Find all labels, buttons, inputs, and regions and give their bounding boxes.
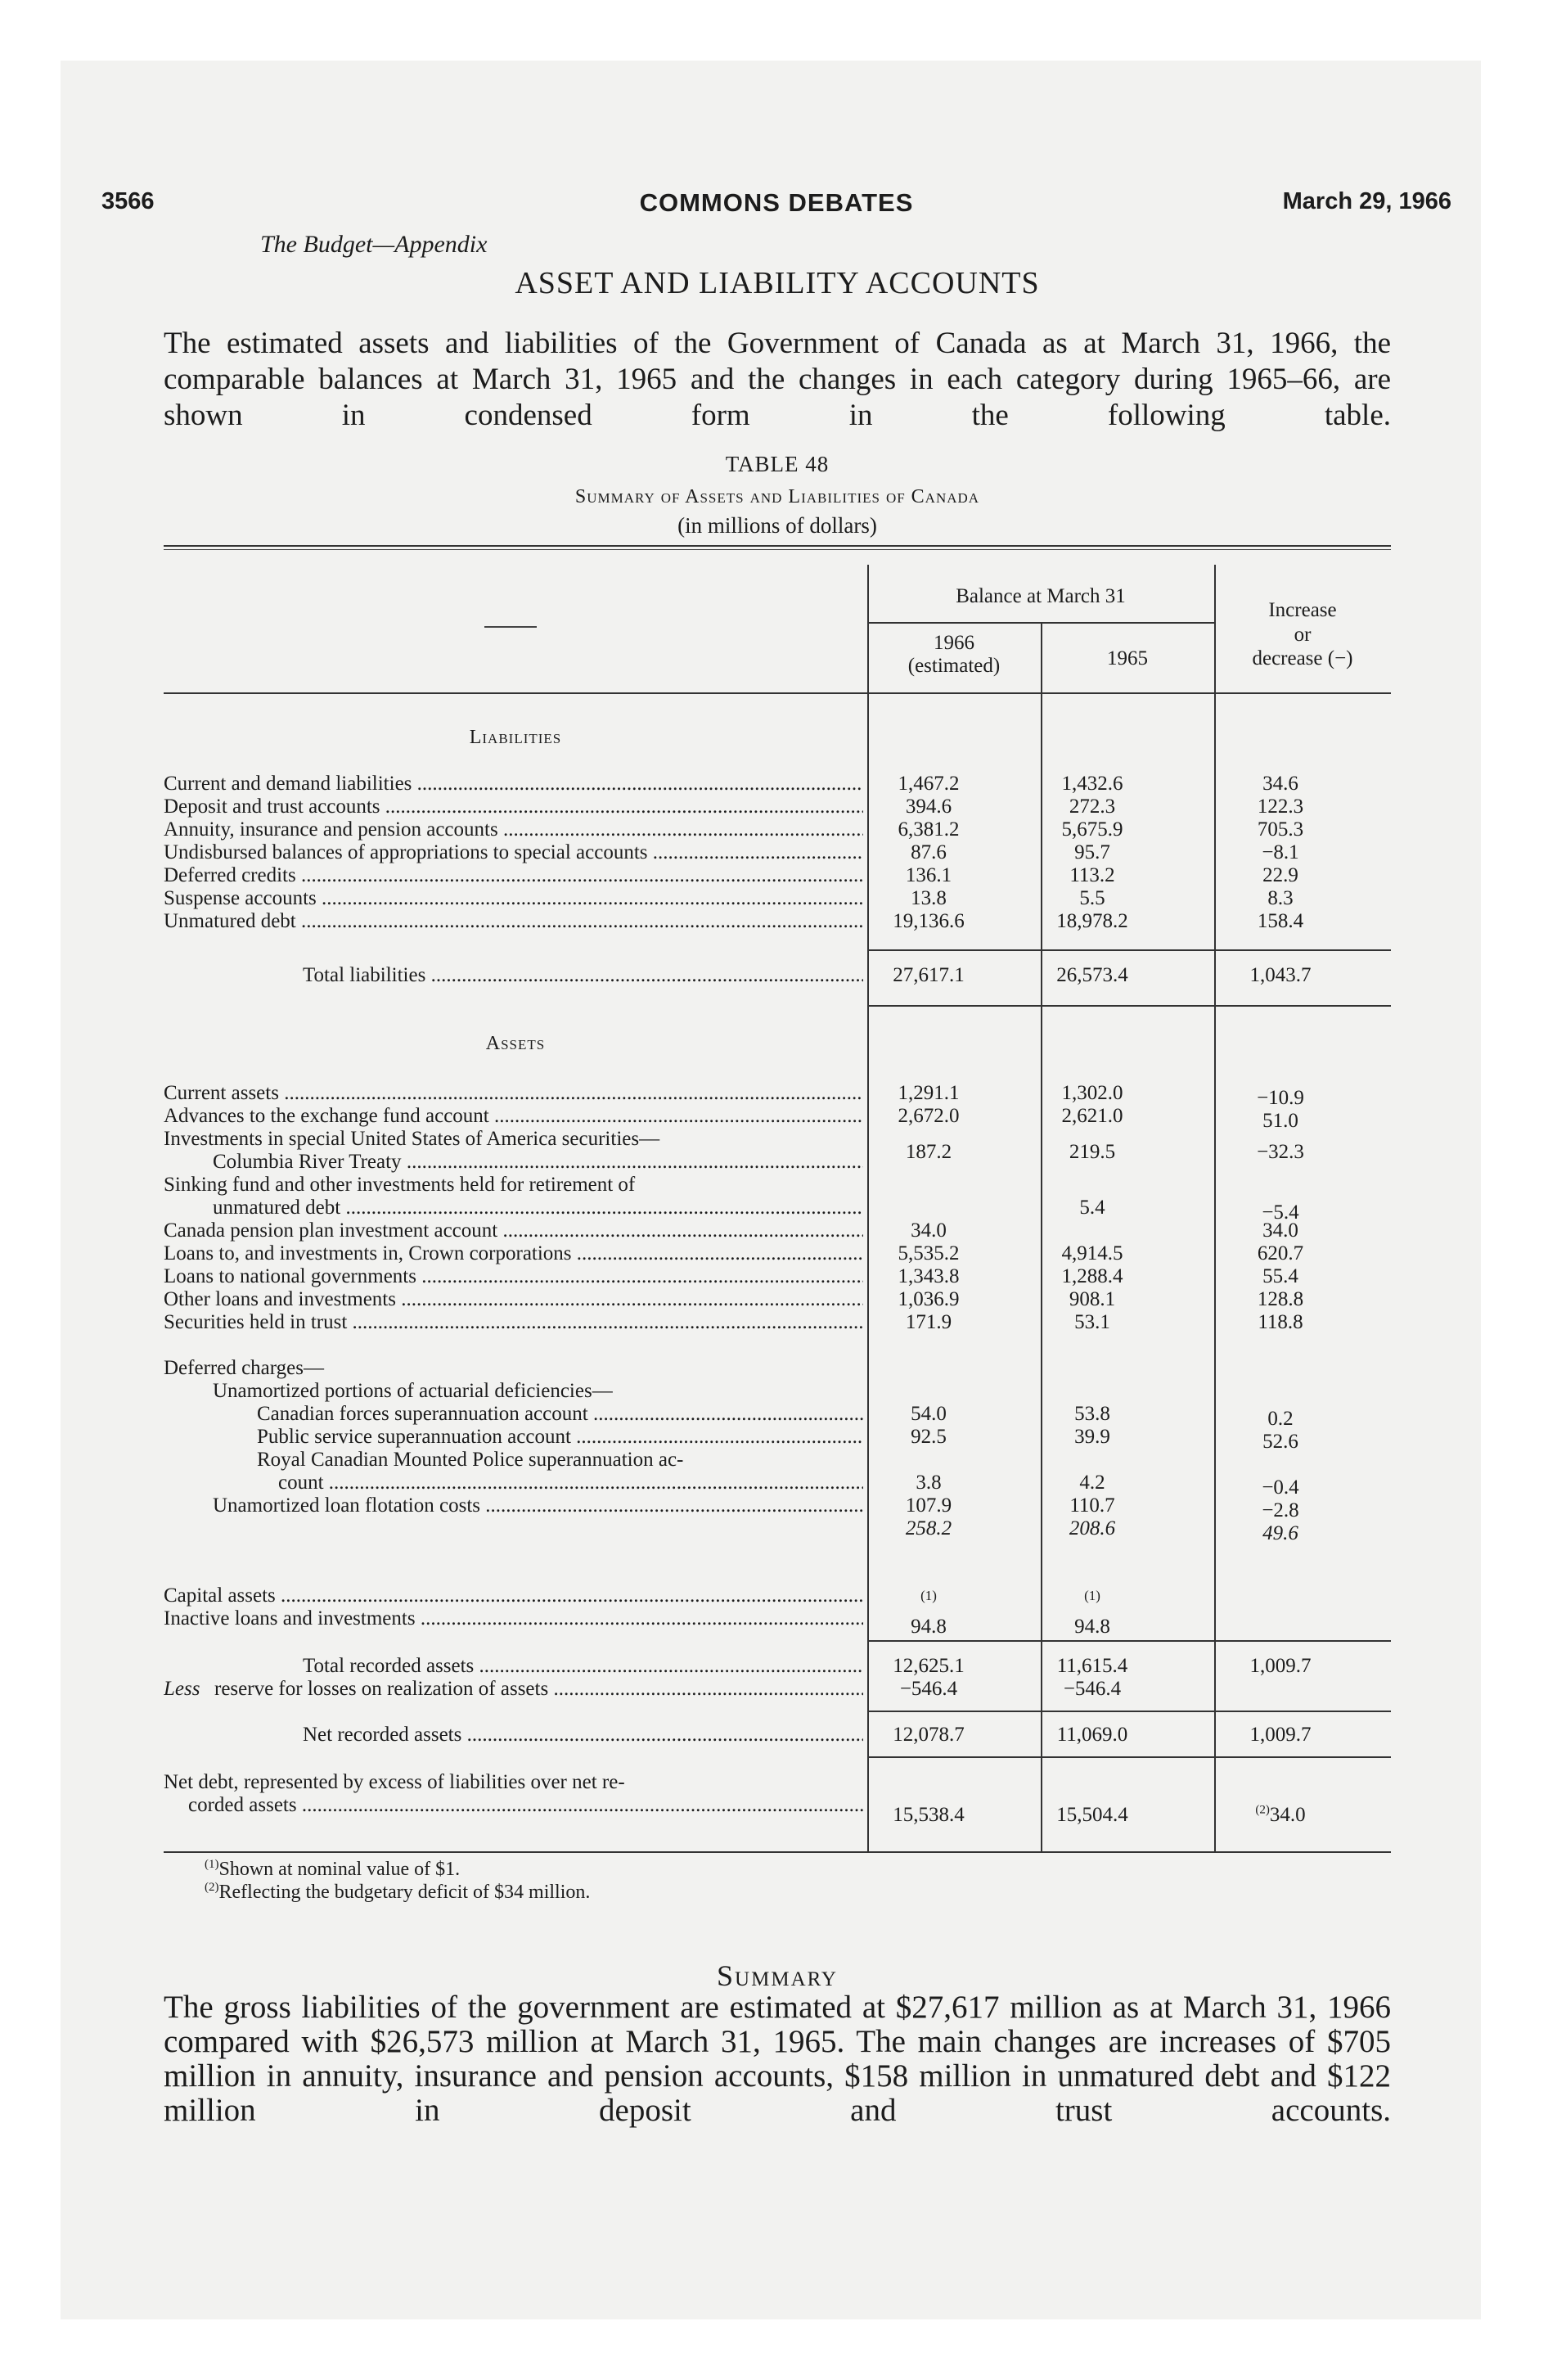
value-1965: 5,675.9 <box>1061 818 1123 841</box>
value-1966: 107.9 <box>905 1494 952 1517</box>
value-1965: 94.8 <box>1074 1616 1110 1638</box>
assets-heading: Assets <box>485 1033 546 1054</box>
value-1966: 1,343.8 <box>898 1265 960 1287</box>
row-label: Loans to national governments ..... <box>164 1265 863 1288</box>
subtotal-rule <box>867 1005 1391 1007</box>
row-label: Total recorded assets ..... <box>303 1655 863 1678</box>
page-header <box>101 188 1451 221</box>
table-row <box>0 1197 1548 1224</box>
row-label: Current assets ..... <box>164 1082 863 1105</box>
table-row <box>0 773 1548 796</box>
value-change: −2.8 <box>1262 1499 1299 1521</box>
value-1966: 94.8 <box>911 1616 947 1638</box>
value-1965: −546.4 <box>1063 1678 1122 1700</box>
table-row <box>0 1174 1548 1197</box>
table-row <box>0 796 1548 818</box>
page-date: March 29, 1966 <box>1282 188 1451 214</box>
value-change: −10.9 <box>1257 1087 1304 1109</box>
row-label: Current and demand liabilities ..... <box>164 773 863 796</box>
value-1965: 908.1 <box>1069 1288 1116 1310</box>
publication-title: COMMONS DEBATES <box>639 188 914 217</box>
value-1966: −546.4 <box>899 1678 958 1700</box>
row-label: Securities held in trust ..... <box>164 1311 863 1334</box>
net-debt-row <box>0 1794 1548 1826</box>
row-label: Deferred charges— <box>164 1357 324 1379</box>
value-1965: (1) <box>1084 1588 1100 1603</box>
footnote-2 <box>205 1881 590 1904</box>
row-label: Net recorded assets ..... <box>303 1724 863 1747</box>
value-1966: 5,535.2 <box>898 1242 960 1264</box>
value-change: 55.4 <box>1262 1265 1298 1287</box>
reserve-row <box>0 1678 1548 1701</box>
table-row <box>0 1380 1548 1403</box>
value-change: 128.8 <box>1257 1288 1304 1310</box>
value-1965: 11,615.4 <box>1056 1655 1128 1677</box>
row-label: Deferred credits ..... <box>164 864 863 887</box>
row-label: Net debt, represented by excess of liabilities over net re- <box>164 1771 625 1793</box>
total-recorded-row <box>0 1655 1548 1678</box>
value-1966: 187.2 <box>905 1141 952 1163</box>
table-row <box>0 1494 1548 1521</box>
value-1966: (1) <box>920 1588 937 1603</box>
row-label: Suspense accounts ..... <box>164 887 863 910</box>
table-row <box>0 1242 1548 1265</box>
value-1965: 5.4 <box>1079 1197 1105 1219</box>
subtotal-rule <box>867 949 1391 951</box>
table-row <box>0 1472 1548 1499</box>
row-label: Capital assets ..... <box>164 1584 863 1607</box>
value-1965: 53.1 <box>1074 1311 1110 1333</box>
value-1966: 15,538.4 <box>893 1804 965 1826</box>
value-1965: 2,621.0 <box>1061 1105 1123 1127</box>
table-row <box>0 1219 1548 1242</box>
row-label: unmatured debt ..... <box>213 1197 863 1219</box>
row-label: reserve for losses on realization of assets ..... <box>214 1678 863 1701</box>
footnote-marker: (2) <box>205 1881 219 1894</box>
table-header-rule <box>164 692 1391 694</box>
value-1965: 18,978.2 <box>1056 910 1128 932</box>
value-1966: 1,036.9 <box>898 1288 960 1310</box>
row-label: Unamortized loan flotation costs ..... <box>213 1494 863 1517</box>
value-1965: 5.5 <box>1079 887 1105 909</box>
value-1966: 394.6 <box>905 796 952 818</box>
table-row <box>0 1449 1548 1472</box>
footnote-1 <box>205 1858 460 1881</box>
section-label: The Budget—Appendix <box>260 231 488 258</box>
table-row <box>0 864 1548 887</box>
table-row <box>0 1517 1548 1544</box>
table-row <box>0 1771 1548 1794</box>
row-label: Annuity, insurance and pension accounts ..... <box>164 818 863 841</box>
value-change: 158.4 <box>1257 910 1304 932</box>
value-1966: 12,625.1 <box>893 1655 965 1677</box>
value-change: 22.9 <box>1262 864 1298 886</box>
value-change: 118.8 <box>1258 1311 1303 1333</box>
value-1966: 13.8 <box>911 887 947 909</box>
value-1966: 92.5 <box>911 1426 947 1448</box>
value-change: 620.7 <box>1257 1242 1304 1264</box>
table-row <box>0 1311 1548 1334</box>
value-change: 52.6 <box>1262 1431 1298 1453</box>
row-label: Canada pension plan investment account ..... <box>164 1219 863 1242</box>
value-1966: 19,136.6 <box>893 910 965 932</box>
row-label: Royal Canadian Mounted Police superannuation ac- <box>257 1449 684 1471</box>
value-1966: 258.2 <box>905 1517 952 1539</box>
value-1965: 26,573.4 <box>1056 964 1128 986</box>
value-1965: 4.2 <box>1079 1472 1105 1494</box>
value-1965: 1,432.6 <box>1061 773 1123 795</box>
row-label: Deposit and trust accounts ..... <box>164 796 863 818</box>
value-change: 1,009.7 <box>1249 1655 1312 1677</box>
value-1965: 1,288.4 <box>1061 1265 1123 1287</box>
value-change: 8.3 <box>1267 887 1294 909</box>
value-1966: 27,617.1 <box>893 964 965 986</box>
table-row <box>0 887 1548 910</box>
col-head-increase: Increase <box>1268 599 1337 621</box>
section-heading: ASSET AND LIABILITY ACCOUNTS <box>515 266 1040 300</box>
col-head-1966: 1966 <box>934 632 974 654</box>
row-label: Undisbursed balances of appropriations to special accounts ..... <box>164 841 863 864</box>
value-change: 705.3 <box>1257 818 1304 841</box>
table-row <box>0 841 1548 864</box>
subtotal-rule <box>867 1756 1391 1758</box>
row-label: Inactive loans and investments ..... <box>164 1607 863 1630</box>
table-title: Summary of Assets and Liabilities of Canada <box>574 486 980 507</box>
table-top-rule-2 <box>164 549 1391 550</box>
value-1965: 4,914.5 <box>1061 1242 1123 1264</box>
value-1966: 3.8 <box>916 1472 942 1494</box>
subtotal-rule <box>867 1711 1391 1712</box>
value-change: −5.4 <box>1262 1201 1299 1224</box>
row-label: count ..... <box>278 1472 863 1494</box>
col-head-1965: 1965 <box>1107 647 1148 669</box>
row-label: Total liabilities ..... <box>303 964 863 987</box>
footnote-marker: (2) <box>1255 1803 1270 1817</box>
value-1965: 1,302.0 <box>1061 1082 1123 1104</box>
value-1966: 2,672.0 <box>898 1105 960 1127</box>
value-change: 34.6 <box>1262 773 1298 795</box>
row-label-prefix: Less <box>164 1678 200 1700</box>
row-label: Advances to the exchange fund account ..... <box>164 1105 863 1128</box>
value-change: −32.3 <box>1257 1141 1304 1163</box>
summary-heading: Summary <box>717 1959 838 1992</box>
table-row <box>0 1584 1548 1607</box>
value-change <box>1215 1804 1346 1827</box>
value-1966: 54.0 <box>911 1403 947 1425</box>
table-row <box>0 1141 1548 1174</box>
value-change: 122.3 <box>1257 796 1304 818</box>
row-label: Loans to, and investments in, Crown corporations ..... <box>164 1242 863 1265</box>
value-change: 1,043.7 <box>1249 964 1312 986</box>
table-bottom-rule <box>164 1851 1391 1853</box>
value-change: 34.0 <box>1262 1219 1298 1242</box>
stub-head-dash <box>484 626 537 628</box>
value-1966: 34.0 <box>911 1219 947 1242</box>
value-change: 1,009.7 <box>1249 1724 1312 1746</box>
value-change: −0.4 <box>1262 1476 1299 1499</box>
footnote-text: Reflecting the budgetary deficit of $34 million. <box>218 1882 591 1903</box>
table-row <box>0 1105 1548 1132</box>
footnote-text: Shown at nominal value of $1. <box>218 1859 461 1880</box>
row-label: Sinking fund and other investments held for retirement of <box>164 1174 636 1196</box>
col-head-decrease: decrease (−) <box>1252 647 1353 669</box>
row-label: Canadian forces superannuation account ..... <box>257 1403 863 1426</box>
value-1966: 171.9 <box>905 1311 952 1333</box>
row-label: Investments in special United States of America securities— <box>164 1128 660 1150</box>
value-1965: 53.8 <box>1074 1403 1110 1425</box>
table-row <box>0 1082 1548 1109</box>
table-row <box>0 910 1548 933</box>
table-row <box>0 1607 1548 1638</box>
row-label: Unmatured debt ..... <box>164 910 863 933</box>
table-number: TABLE 48 <box>725 452 830 476</box>
value-1966: 1,467.2 <box>898 773 960 795</box>
table-row <box>0 1426 1548 1453</box>
value-1965: 110.7 <box>1069 1494 1115 1517</box>
value-change: −8.1 <box>1262 841 1299 863</box>
value-1965: 11,069.0 <box>1056 1724 1128 1746</box>
value-1965: 219.5 <box>1069 1141 1116 1163</box>
value-1965: 15,504.4 <box>1056 1804 1128 1826</box>
value-1965: 95.7 <box>1074 841 1110 863</box>
table-units: (in millions of dollars) <box>677 513 877 538</box>
row-label: Unamortized portions of actuarial deficiencies— <box>213 1380 613 1402</box>
liabilities-heading: Liabilities <box>469 727 562 748</box>
table-top-rule <box>164 545 1391 547</box>
value-1966: 12,078.7 <box>893 1724 965 1746</box>
intro-paragraph: The estimated assets and liabilities of the Government of Canada as at March 31, 1966, the comparable balances at March 31, 1965 and the changes in each category during 1965–66, are shown in condensed form in the following table. <box>164 327 1391 432</box>
value-1965: 39.9 <box>1074 1426 1110 1448</box>
footnote-marker: (1) <box>205 1858 219 1871</box>
total-liabilities-row <box>0 964 1548 987</box>
table-row <box>0 1357 1548 1380</box>
value-1966: 6,381.2 <box>898 818 960 841</box>
table-row <box>0 1288 1548 1311</box>
row-label: corded assets ..... <box>188 1794 863 1817</box>
table-row <box>0 1265 1548 1288</box>
table-row <box>0 818 1548 841</box>
value-change: 0.2 <box>1267 1408 1294 1430</box>
value-change-number: 34.0 <box>1269 1804 1306 1826</box>
col-head-1966-estimated: (estimated) <box>907 655 1001 677</box>
col-head-or: or <box>1294 624 1312 646</box>
value-1965: 272.3 <box>1069 796 1116 818</box>
balance-under-rule <box>867 622 1214 624</box>
row-label: Columbia River Treaty ..... <box>213 1151 863 1174</box>
net-recorded-row <box>0 1724 1548 1747</box>
row-label: Other loans and investments ..... <box>164 1288 863 1311</box>
page-number: 3566 <box>101 188 155 214</box>
subtotal-rule <box>867 1640 1391 1642</box>
value-change: 49.6 <box>1262 1522 1298 1544</box>
table-row <box>0 1403 1548 1430</box>
value-1966: 1,291.1 <box>898 1082 960 1104</box>
row-label: Public service superannuation account ..... <box>257 1426 863 1449</box>
value-1966: 136.1 <box>905 864 952 886</box>
col-head-balance: Balance at March 31 <box>956 585 1126 607</box>
value-change: 51.0 <box>1262 1110 1298 1132</box>
value-1965: 208.6 <box>1069 1517 1116 1539</box>
summary-paragraph: The gross liabilities of the government are estimated at $27,617 million as at March 31, 1966 compared with $26,573 million at March 31, 1965. The main changes are increases of $705 million in annuity, insurance and pension accounts, $158 million in unmatured debt and $122 million in deposit and trust accounts. <box>164 1990 1391 2128</box>
value-1966: 87.6 <box>911 841 947 863</box>
value-1965: 113.2 <box>1069 864 1115 886</box>
